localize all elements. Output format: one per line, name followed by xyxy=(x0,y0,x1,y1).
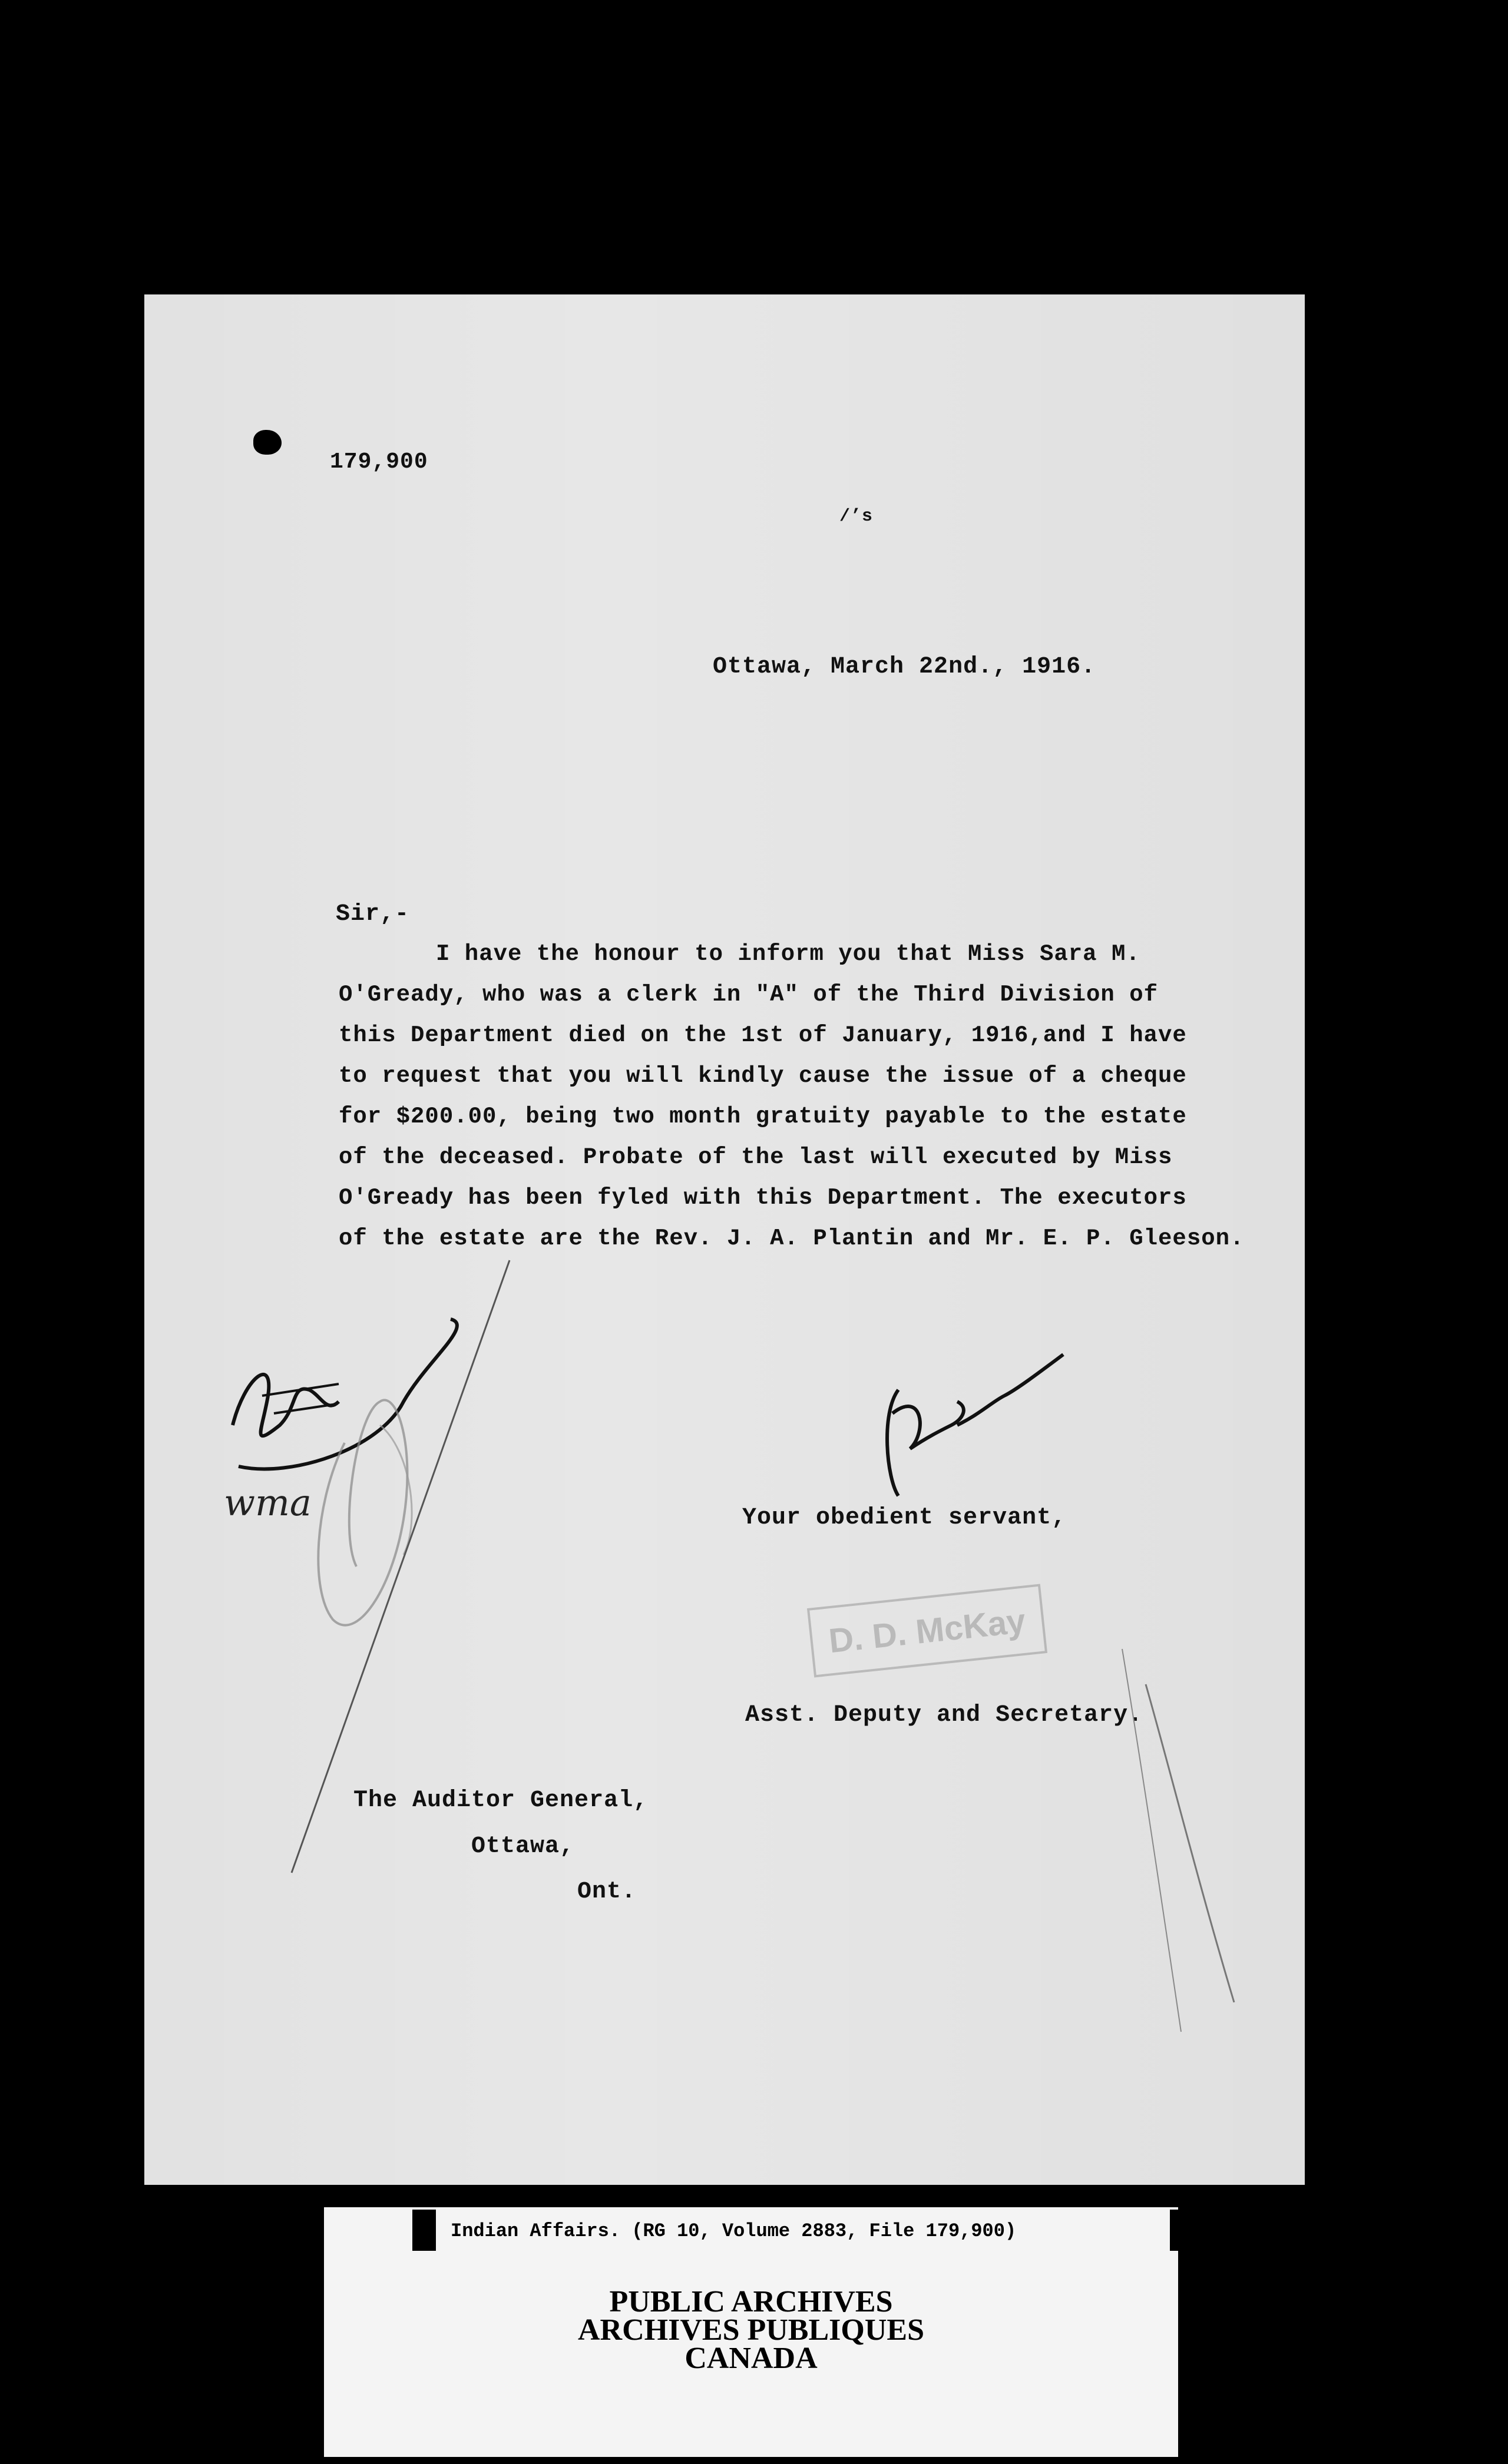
body-line: to request that you will kindly cause the issue of a cheque xyxy=(339,1063,1187,1089)
recipient-line1: The Auditor General, xyxy=(353,1787,649,1814)
archive-reference: Indian Affairs. (RG 10, Volume 2883, File 179,900) xyxy=(451,2220,1017,2242)
diagonal-stroke xyxy=(292,1260,510,1873)
letter-page xyxy=(144,294,1305,2185)
recipient-line3: Ont. xyxy=(577,1879,637,1905)
body-line: O'Gready, who was a clerk in "A" of the Third Division of xyxy=(339,982,1159,1008)
body-line: of the deceased. Probate of the last will executed by Miss xyxy=(339,1144,1173,1170)
dateline: Ottawa, March 22nd., 1916. xyxy=(713,654,1096,680)
body-line: I have the honour to inform you that Miss Sara M. xyxy=(436,941,1140,967)
handwritten-initials: wma xyxy=(224,1481,312,1524)
archive-name-en: PUBLIC ARCHIVES xyxy=(609,2285,893,2319)
name-stamp: D. D. McKay xyxy=(807,1584,1047,1678)
signature-scrawl xyxy=(887,1354,1063,1496)
salutation: Sir,- xyxy=(336,901,410,928)
body-line: for $200.00, being two month gratuity payable to the estate xyxy=(339,1104,1187,1130)
top-mark: /’s xyxy=(839,506,874,526)
archive-name-fr: ARCHIVES PUBLIQUES xyxy=(577,2313,925,2347)
closing: Your obedient servant, xyxy=(742,1505,1067,1531)
archive-country: CANADA xyxy=(684,2342,818,2375)
handwriting-marks xyxy=(144,294,1305,2185)
signature-title: Asst. Deputy and Secretary. xyxy=(745,1702,1143,1728)
body-line: this Department died on the 1st of January, 1916,and I have xyxy=(339,1022,1187,1048)
body-line: O'Gready has been fyled with this Department. The executors xyxy=(339,1185,1187,1211)
recipient-line2: Ottawa, xyxy=(471,1833,575,1860)
body-line: of the estate are the Rev. J. A. Plantin and Mr. E. P. Gleeson. xyxy=(339,1226,1245,1251)
file-number: 179,900 xyxy=(330,449,428,475)
